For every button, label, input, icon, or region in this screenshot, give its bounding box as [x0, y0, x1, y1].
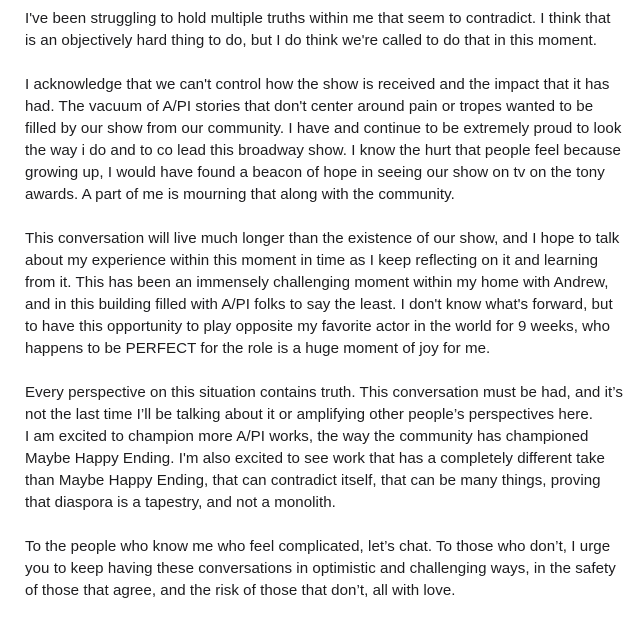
paragraph-4 — [25, 382, 625, 514]
text-line: the way i do and to co lead this broadway show. I know the hurt that people feel because — [25, 142, 621, 159]
text-line: filled by our show from our community. I have and continue to be extremely proud to look — [25, 120, 622, 137]
text-line: about my experience within this moment in time as I keep reflecting on it and learning — [25, 252, 599, 269]
paragraph-1 — [25, 8, 625, 52]
paragraph-5 — [25, 536, 625, 602]
text-line: of those that agree, and the risk of those that don’t, all with love. — [25, 582, 456, 599]
text-line: and in this building filled with A/PI folks to say the least. I don't know what's forward, but — [25, 296, 613, 313]
text-line: Every perspective on this situation contains truth. This conversation must be had, and it’s — [25, 384, 623, 401]
text-line: had. The vacuum of A/PI stories that don't center around pain or tropes wanted to be — [25, 98, 594, 115]
text-line: This conversation will live much longer than the existence of our show, and I hope to talk — [25, 230, 620, 247]
text-line: To the people who know me who feel complicated, let’s chat. To those who don’t, I urge — [25, 538, 611, 555]
paragraph-2 — [25, 74, 625, 206]
text-line: I am excited to champion more A/PI works, the way the community has championed — [25, 428, 589, 445]
text-line: happens to be PERFECT for the role is a huge moment of joy for me. — [25, 340, 491, 357]
text-line: Maybe Happy Ending. I'm also excited to see work that has a completely different take — [25, 450, 605, 467]
text-line: is an objectively hard thing to do, but I do think we're called to do that in this moment. — [25, 32, 598, 49]
text-line: to have this opportunity to play opposite my favorite actor in the world for 9 weeks, who — [25, 318, 611, 335]
paragraph-3 — [25, 228, 625, 360]
text-line: that diaspora is a tapestry, and not a monolith. — [25, 494, 336, 511]
text-line: I acknowledge that we can't control how the show is received and the impact that it has — [25, 76, 610, 93]
statement-document — [25, 8, 625, 624]
text-line: awards. A part of me is mourning that along with the community. — [25, 186, 455, 203]
text-line: growing up, I would have found a beacon of hope in seeing our show on tv on the tony — [25, 164, 605, 181]
text-line: than Maybe Happy Ending, that can contradict itself, that can be many things, proving — [25, 472, 601, 489]
text-line: I've been struggling to hold multiple truths within me that seem to contradict. I think that — [25, 10, 611, 27]
text-line: from it. This has been an immensely challenging moment within my home with Andrew, — [25, 274, 609, 291]
text-line: you to keep having these conversations in optimistic and challenging ways, in the safety — [25, 560, 616, 577]
text-line: not the last time I’ll be talking about it or amplifying other people’s perspectives here. — [25, 406, 594, 423]
